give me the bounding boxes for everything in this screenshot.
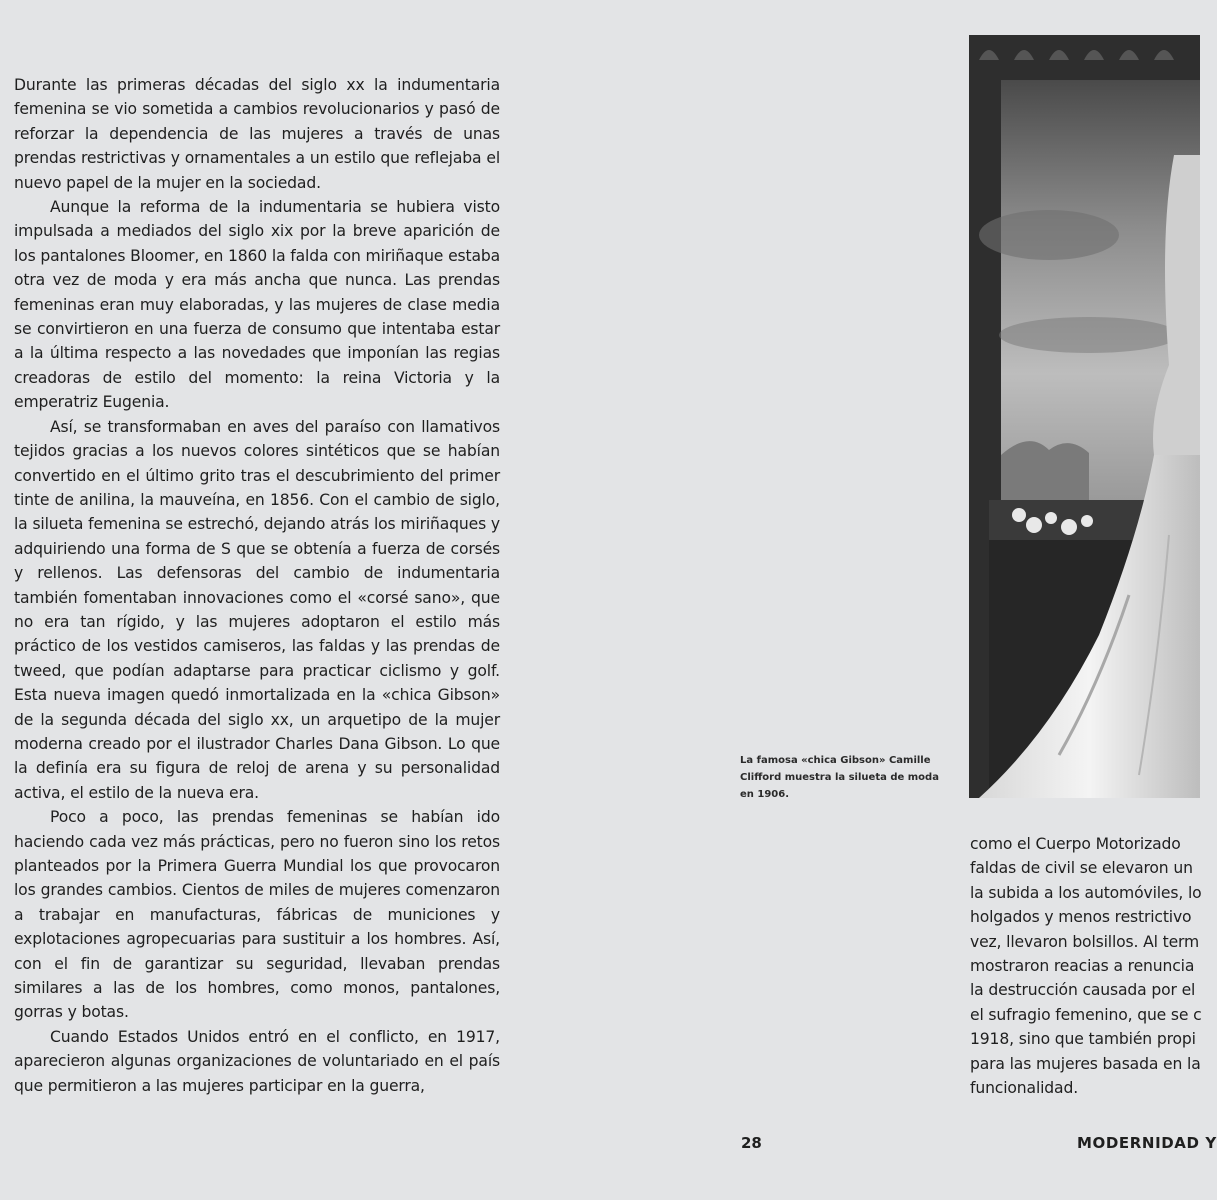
right-line-6: mostraron reacias a renuncia: [970, 957, 1195, 976]
right-line-7: la destrucción causada por el: [970, 981, 1196, 1000]
photo-caption: La famosa «chica Gibson» Camille Clifford muestra la silueta de moda en 1906.: [740, 755, 939, 800]
right-line-11: funcionalidad.: [970, 1079, 1079, 1098]
paragraph-3: Así, se transformaban en aves del paraíso con llamativos tejidos gracias a los nuevos colores sintéticos que se habían convertido en el último grito tras el descubrimiento del primer tinte de anilina, la mauveína, en 1856. Con el cambio de siglo, la silueta femenina se estrechó, dejando atrás los miriñaques y adquiriendo una forma de S que se obtenía a fuerza de corsés y rellenos. Las defensoras del cambio de indumentaria también fomentaban innovaciones como el «corsé sano», que no era tan rígido, y las mujeres adoptaron el estilo más práctico de los vestidos camiseros, las faldas y las prendas de tweed, que podían adaptarse para practicar ciclismo y golf. Esta nueva imagen quedó inmortalizada en la «chica Gibson» de la segunda década del siglo xx, un arquetipo de la mujer moderna creado por el ilustrador Charles Dana Gibson. Lo que la definía era su figura de reloj de arena y su personalidad activa, el estilo de la nueva era.: [14, 417, 500, 802]
right-line-8: el sufragio femenino, que se c: [970, 1005, 1202, 1024]
page-number: 28: [741, 1134, 762, 1152]
left-column-text: [14, 73, 500, 1098]
running-head: MODERNIDAD Y: [1077, 1134, 1217, 1152]
paragraph-1: Durante las primeras décadas del siglo xx la indumentaria femenina se vio sometida a cambios revolucionarios y pasó de reforzar la dependencia de las mujeres a través de unas prendas restrictivas y ornamentales a un estilo que reflejaba el nuevo papel de la mujer en la sociedad.: [14, 76, 500, 192]
right-column-text: [970, 832, 1200, 1100]
right-line-9: 1918, sino que también propi: [970, 1030, 1196, 1049]
right-line-3: la subida a los automóviles, lo: [970, 883, 1202, 902]
right-line-1: como el Cuerpo Motorizado: [970, 835, 1181, 853]
right-line-4: holgados y menos restrictivo: [970, 908, 1192, 927]
paragraph-4: Poco a poco, las prendas femeninas se habían ido haciendo cada vez más prácticas, pero no fueron sino los retos planteados por la Primera Guerra Mundial los que provocaron los grandes cambios. Cientos de miles de mujeres comenzaron a trabajar en manufacturas, fábricas de municiones y explotaciones agropecuarias para sustituir a los hombres. Así, con el fin de garantizar su seguridad, llevaban prendas similares a las de los hombres, como monos, pantalones, gorras y botas.: [14, 808, 500, 1022]
paragraph-5: Cuando Estados Unidos entró en el conflicto, en 1917, aparecieron algunas organizaciones de voluntariado en el país que permitieron a las mujeres participar en la guerra,: [14, 1027, 500, 1095]
photograph-icon: [969, 35, 1200, 798]
right-line-5: vez, llevaron bolsillos. Al term: [970, 932, 1200, 951]
paragraph-2: Aunque la reforma de la indumentaria se hubiera visto impulsada a mediados del siglo xix por la breve aparición de los pantalones Bloomer, en 1860 la falda con miriñaque estaba otra vez de moda y era más ancha que nunca. Las prendas femeninas eran muy elaboradas, y las mujeres de clase media se convirtieron en una fuerza de consumo que intentaba estar a la última respecto a las novedades que imponían las regias creadoras de estilo del momento: la reina Victoria y la emperatriz Eugenia.: [14, 198, 501, 412]
right-line-2: faldas de civil se elevaron un: [970, 859, 1193, 878]
right-line-10: para las mujeres basada en la: [970, 1054, 1201, 1073]
gibson-girl-photograph: [969, 35, 1200, 798]
